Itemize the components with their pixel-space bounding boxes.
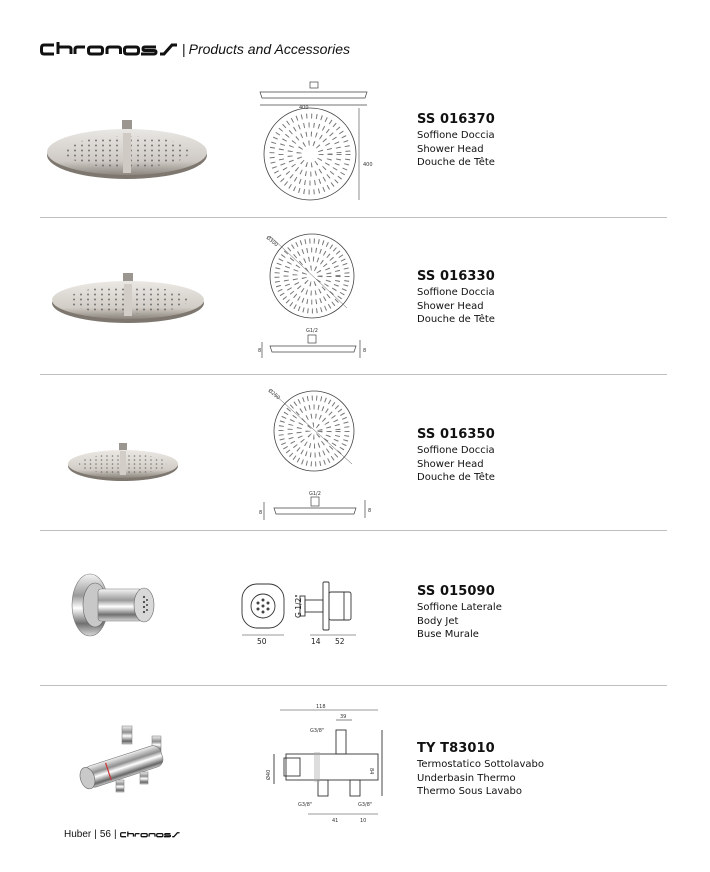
dim-thread: G1/2 bbox=[306, 328, 318, 334]
technical-drawing bbox=[238, 580, 368, 650]
dim-diameter-top: 400 bbox=[299, 105, 309, 111]
page-header bbox=[40, 38, 350, 60]
product-name-fr: Douche de Tête bbox=[417, 472, 495, 483]
technical-drawing bbox=[252, 228, 372, 364]
technical-drawing bbox=[254, 702, 384, 824]
dim-width: 50 bbox=[257, 637, 267, 646]
dim-diameter: Ø250 bbox=[266, 387, 281, 402]
product-name-fr: Douche de Tête bbox=[417, 157, 495, 168]
product-name-it: Soffione Doccia bbox=[417, 445, 495, 456]
product-photo-shower-head bbox=[66, 442, 182, 490]
row-divider bbox=[40, 685, 667, 686]
product-name-it: Soffione Doccia bbox=[417, 287, 495, 298]
header-separator: | bbox=[182, 41, 186, 57]
product-code: SS 015090 bbox=[417, 584, 495, 599]
dim-height: 400 bbox=[363, 162, 373, 168]
dim-diameter: Ø40 bbox=[266, 769, 272, 780]
product-name-en: Shower Head bbox=[417, 300, 484, 312]
product-name-en: Shower Head bbox=[417, 458, 484, 470]
dim-end: 10 bbox=[360, 818, 367, 824]
product-info bbox=[417, 741, 544, 799]
footer-brand: Huber bbox=[64, 829, 92, 840]
page-number: 56 bbox=[99, 829, 111, 840]
dim-thread-left: G3/8" bbox=[298, 802, 313, 808]
product-code: SS 016370 bbox=[417, 112, 495, 127]
product-name-it: Soffione Doccia bbox=[417, 130, 495, 141]
dim-flange: 14 bbox=[311, 637, 321, 646]
dim-depth: 52 bbox=[335, 637, 345, 646]
footer-chronos-logo bbox=[120, 831, 180, 838]
product-info bbox=[417, 269, 495, 327]
dim-side-left: 8 bbox=[259, 510, 263, 516]
product-photo-shower-head bbox=[44, 118, 212, 194]
product-name-en: Shower Head bbox=[417, 143, 484, 155]
product-photo-body-jet bbox=[68, 572, 162, 638]
product-info bbox=[417, 584, 502, 642]
product-info bbox=[417, 427, 495, 485]
product-code: TY T83010 bbox=[417, 741, 495, 756]
dim-height: 84 bbox=[368, 768, 374, 775]
product-name-it: Termostatico Sottolavabo bbox=[417, 759, 544, 770]
dim-side-right: 8 bbox=[368, 508, 372, 514]
product-info bbox=[417, 112, 495, 170]
product-photo-thermostat bbox=[72, 724, 172, 796]
product-photo-shower-head bbox=[50, 272, 212, 334]
product-name-en: Body Jet bbox=[417, 615, 459, 627]
technical-drawing bbox=[252, 384, 376, 520]
product-code: SS 016330 bbox=[417, 269, 495, 284]
page-title: Products and Accessories bbox=[188, 41, 350, 57]
dim-thread: G 1/2" bbox=[294, 594, 303, 618]
dim-side-right: 8 bbox=[363, 348, 367, 354]
dim-offset: 39 bbox=[340, 714, 347, 720]
footer-separator: | bbox=[113, 829, 117, 840]
product-name-fr: Thermo Sous Lavabo bbox=[417, 786, 522, 797]
product-code: SS 016350 bbox=[417, 427, 495, 442]
row-divider bbox=[40, 530, 667, 531]
product-name-it: Soffione Laterale bbox=[417, 602, 502, 613]
dim-side-left: 8 bbox=[258, 348, 262, 354]
technical-drawing bbox=[255, 78, 375, 210]
product-name-fr: Buse Murale bbox=[417, 629, 479, 640]
product-name-en: Underbasin Thermo bbox=[417, 772, 516, 784]
row-divider bbox=[40, 217, 667, 218]
dim-spacing: 41 bbox=[332, 818, 339, 824]
row-divider bbox=[40, 374, 667, 375]
product-name-fr: Douche de Tête bbox=[417, 314, 495, 325]
footer-separator: | bbox=[94, 829, 97, 840]
dim-thread-top: G3/8" bbox=[310, 728, 325, 734]
chronos-logo bbox=[40, 42, 178, 56]
dim-diameter: Ø300 bbox=[264, 234, 279, 249]
dim-length: 118 bbox=[316, 704, 326, 710]
dim-thread-right: G3/8" bbox=[358, 802, 373, 808]
dim-thread: G1/2 bbox=[309, 491, 321, 497]
page-footer bbox=[64, 829, 180, 840]
